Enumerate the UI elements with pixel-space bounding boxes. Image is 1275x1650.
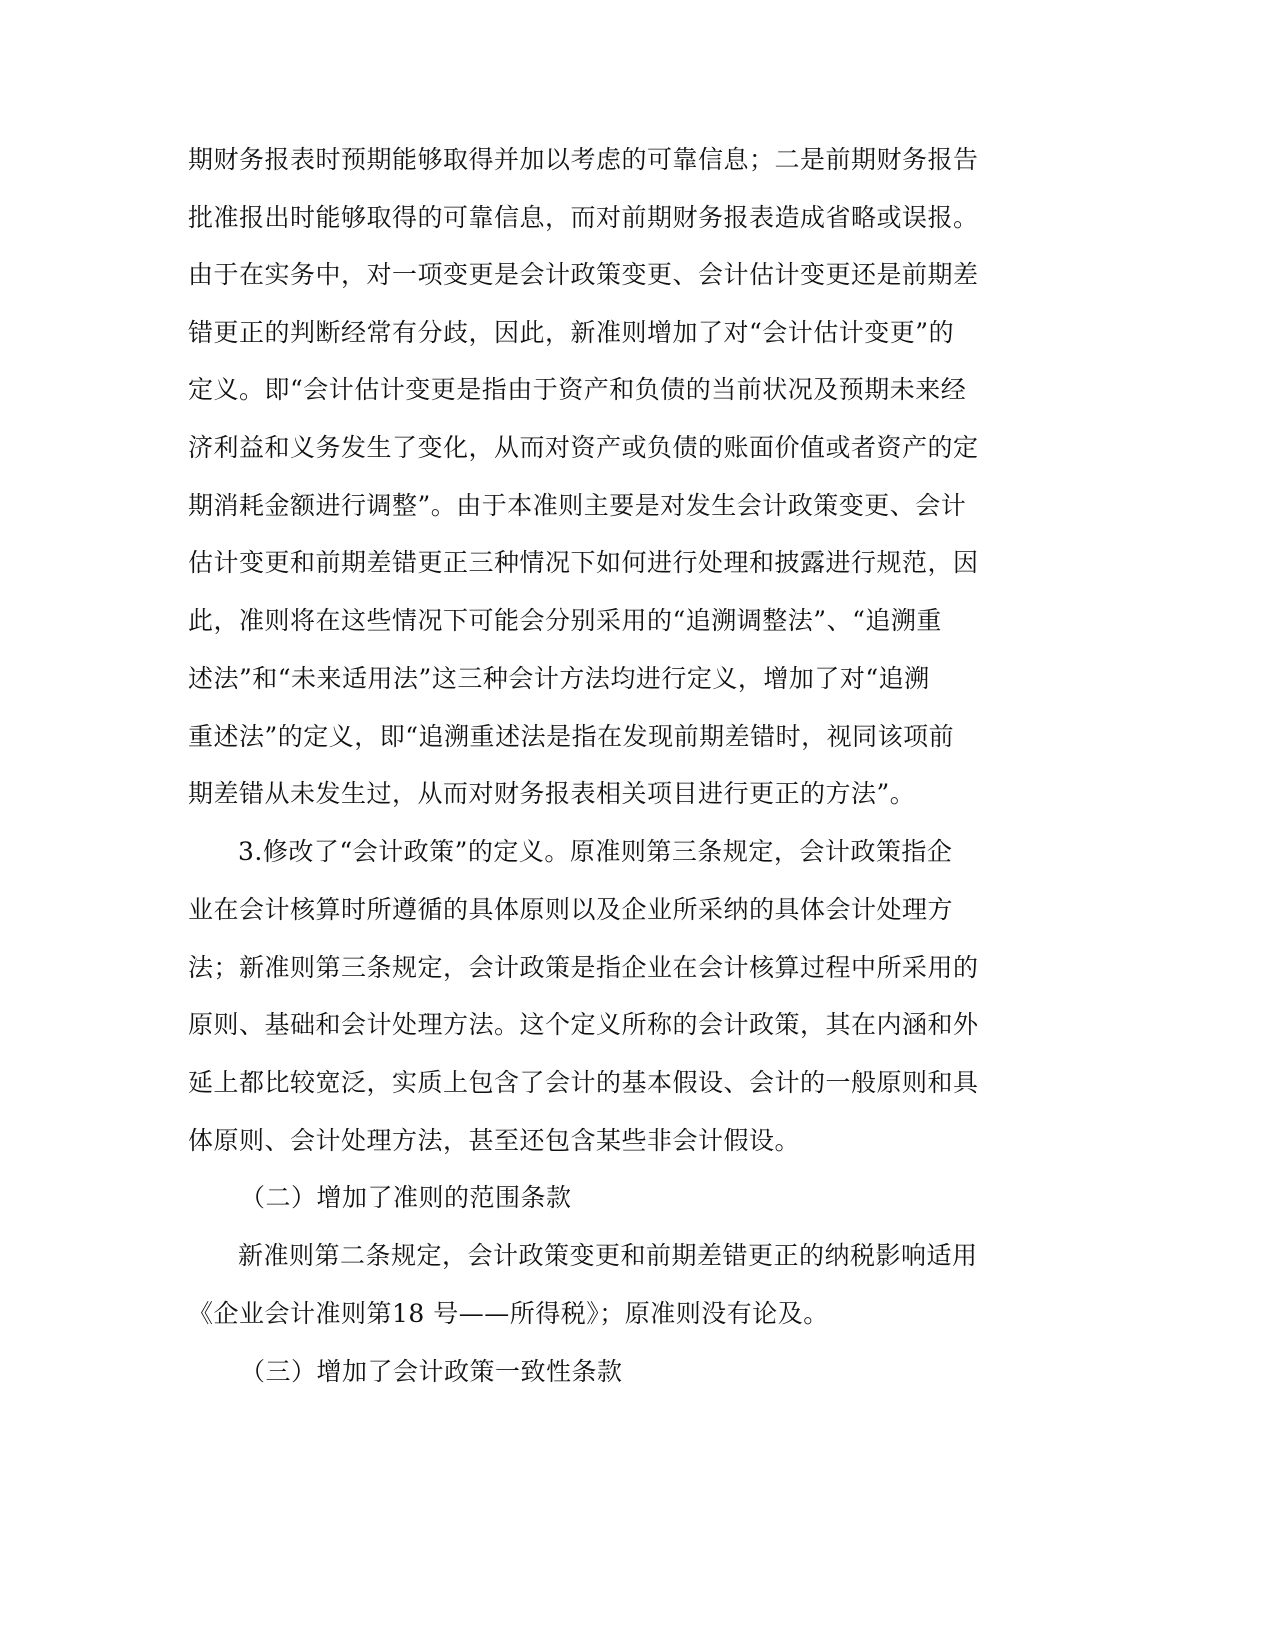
section-heading: （三）增加了会计政策一致性条款: [240, 1357, 623, 1386]
paragraph-line: 期差错从未发生过，从而对财务报表相关项目进行更正的方法”。: [188, 779, 916, 808]
paragraph-line: 期财务报表时预期能够取得并加以考虑的可靠信息；二是前期财务报告: [188, 145, 979, 174]
paragraph-line: 由于在实务中，对一项变更是会计政策变更、会计估计变更还是前期差: [188, 260, 979, 289]
paragraph-line: 法；新准则第三条规定，会计政策是指企业在会计核算过程中所采用的: [188, 953, 979, 982]
paragraph-line: 体原则、会计处理方法，甚至还包含某些非会计假设。: [188, 1126, 801, 1155]
paragraph-line: 原则、基础和会计处理方法。这个定义所称的会计政策，其在内涵和外: [188, 1010, 979, 1039]
paragraph-line: 此，准则将在这些情况下可能会分别采用的“追溯调整法”、“追溯重: [188, 606, 942, 635]
paragraph-line: 3.修改了“会计政策”的定义。原准则第三条规定，会计政策指企: [238, 837, 953, 866]
paragraph-line: 业在会计核算时所遵循的具体原则以及企业所采纳的具体会计处理方: [188, 895, 954, 924]
paragraph-line: 估计变更和前期差错更正三种情况下如何进行处理和披露进行规范，因: [188, 548, 979, 577]
paragraph-line: 《企业会计准则第18 号——所得税》；原准则没有论及。: [188, 1299, 829, 1328]
paragraph-line: 错更正的判断经常有分歧，因此，新准则增加了对“会计估计变更”的: [188, 318, 955, 347]
paragraph-line: 重述法”的定义，即“追溯重述法是指在发现前期差错时，视同该项前: [188, 722, 955, 751]
section-heading: （二）增加了准则的范围条款: [240, 1183, 572, 1212]
paragraph-line: 批准报出时能够取得的可靠信息，而对前期财务报表造成省略或误报。: [188, 203, 979, 232]
paragraph-line: 定义。即“会计估计变更是指由于资产和负债的当前状况及预期未来经: [188, 375, 967, 404]
paragraph-line: 述法”和“未来适用法”这三种会计方法均进行定义，增加了对“追溯: [188, 664, 930, 693]
paragraph-line: 延上都比较宽泛，实质上包含了会计的基本假设、会计的一般原则和具: [188, 1068, 979, 1097]
paragraph-line: 济利益和义务发生了变化，从而对资产或负债的账面价值或者资产的定: [188, 433, 979, 462]
paragraph-line: 新准则第二条规定，会计政策变更和前期差错更正的纳税影响适用: [238, 1241, 978, 1270]
paragraph-line: 期消耗金额进行调整”。由于本准则主要是对发生会计政策变更、会计: [188, 491, 967, 520]
